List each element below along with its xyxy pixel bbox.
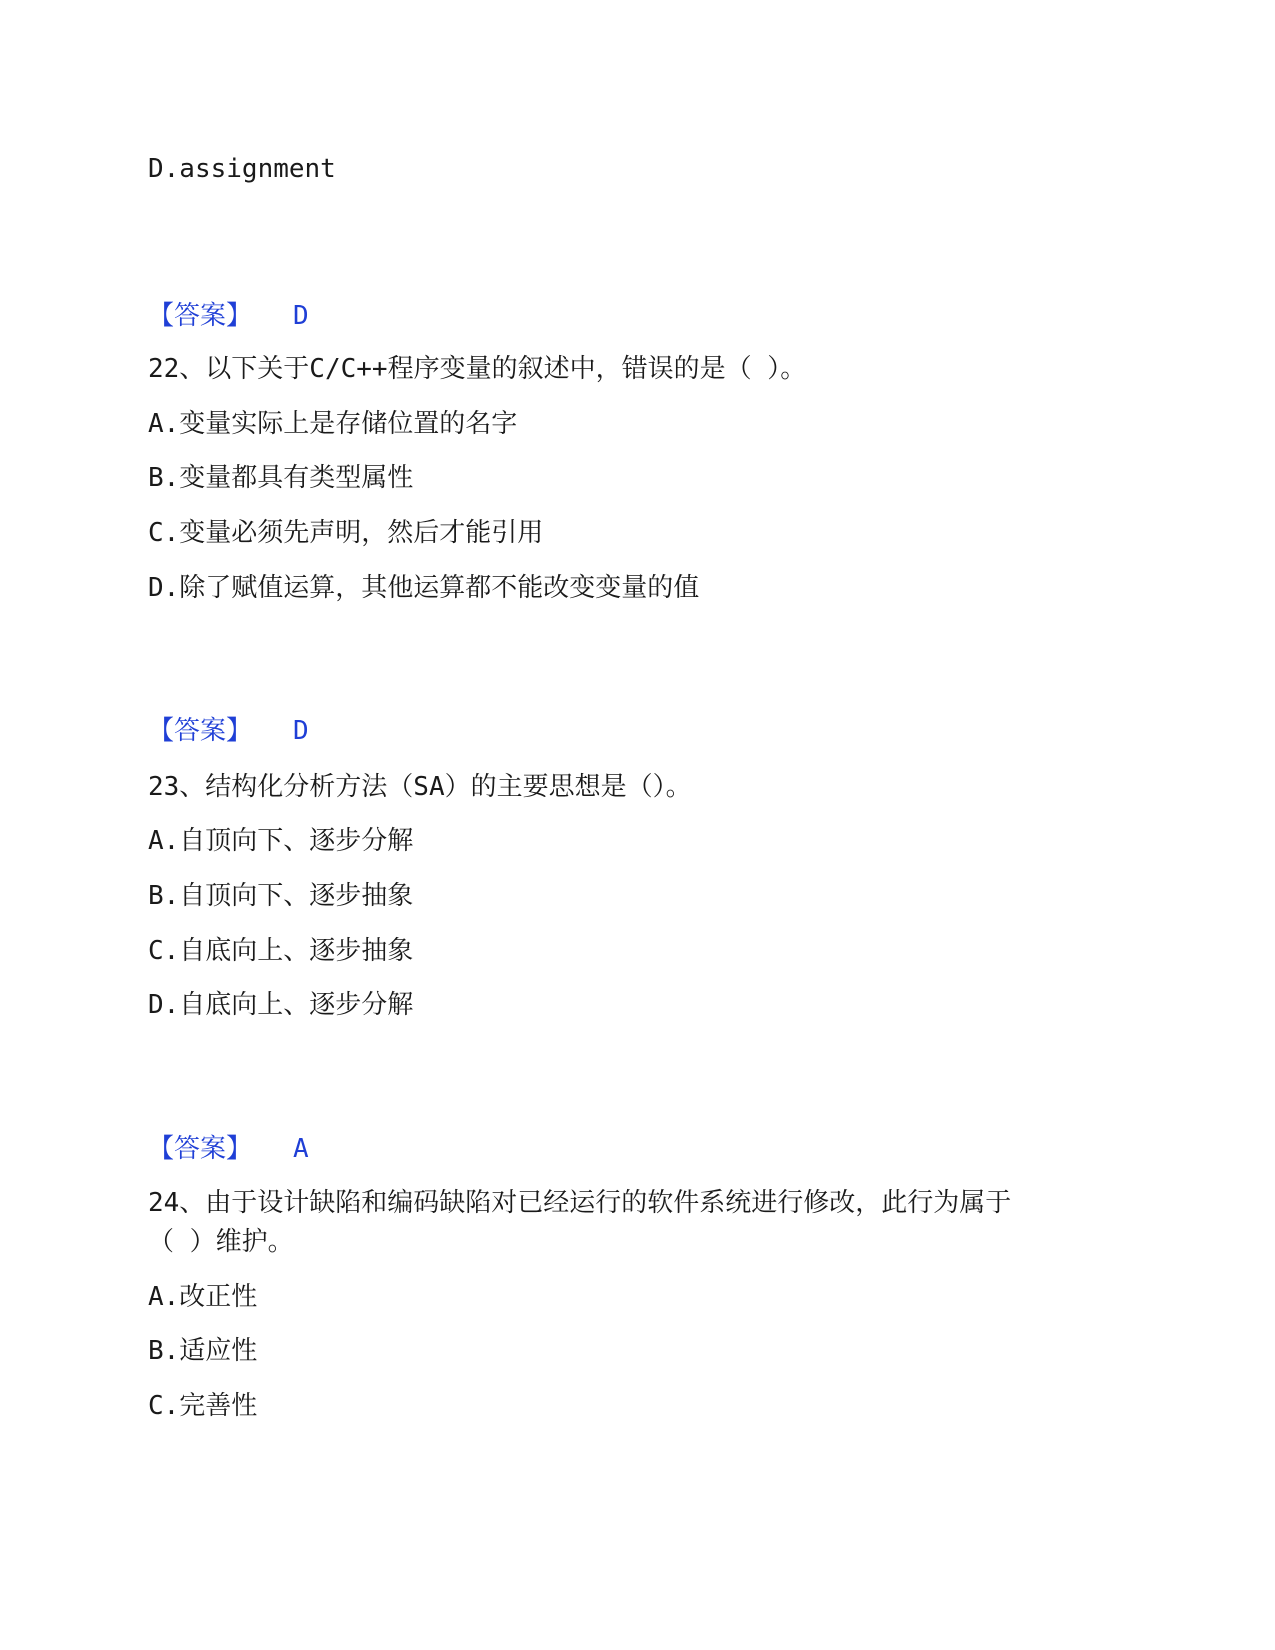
- answer-value: D: [293, 301, 309, 331]
- q24-option-b: B.适应性: [148, 1336, 258, 1366]
- q23-stem: 23、结构化分析方法（SA）的主要思想是（）。: [148, 772, 692, 802]
- q22-stem: 22、以下关于C/C++程序变量的叙述中，错误的是（ ）。: [148, 354, 807, 384]
- q22-option-c: C.变量必须先声明，然后才能引用: [148, 518, 544, 548]
- q21-answer: [148, 299, 309, 333]
- q22-option-b: B.变量都具有类型属性: [148, 463, 414, 493]
- answer-label: 【答案】: [148, 1134, 253, 1164]
- q22-option-a: A.变量实际上是存储位置的名字: [148, 409, 518, 439]
- q24-option-a: A.改正性: [148, 1282, 258, 1312]
- q22-option-d: D.除了赋值运算，其他运算都不能改变变量的值: [148, 573, 700, 603]
- q23-answer: [148, 1132, 309, 1166]
- q22-answer: [148, 714, 309, 748]
- answer-value: A: [293, 1134, 309, 1164]
- answer-label: 【答案】: [148, 716, 253, 746]
- q24-stem-line1: 24、由于设计缺陷和编码缺陷对已经运行的软件系统进行修改，此行为属于: [148, 1188, 1012, 1218]
- q24-option-c: C.完善性: [148, 1391, 258, 1421]
- q23-option-c: C.自底向上、逐步抽象: [148, 936, 414, 966]
- answer-value: D: [293, 716, 309, 746]
- q23-option-a: A.自顶向下、逐步分解: [148, 826, 414, 856]
- q21-option-d: D.assignment: [148, 154, 336, 184]
- answer-label: 【答案】: [148, 301, 253, 331]
- q24-stem-line2: （ ）维护。: [148, 1227, 294, 1257]
- q23-option-d: D.自底向上、逐步分解: [148, 990, 414, 1020]
- q23-option-b: B.自顶向下、逐步抽象: [148, 881, 414, 911]
